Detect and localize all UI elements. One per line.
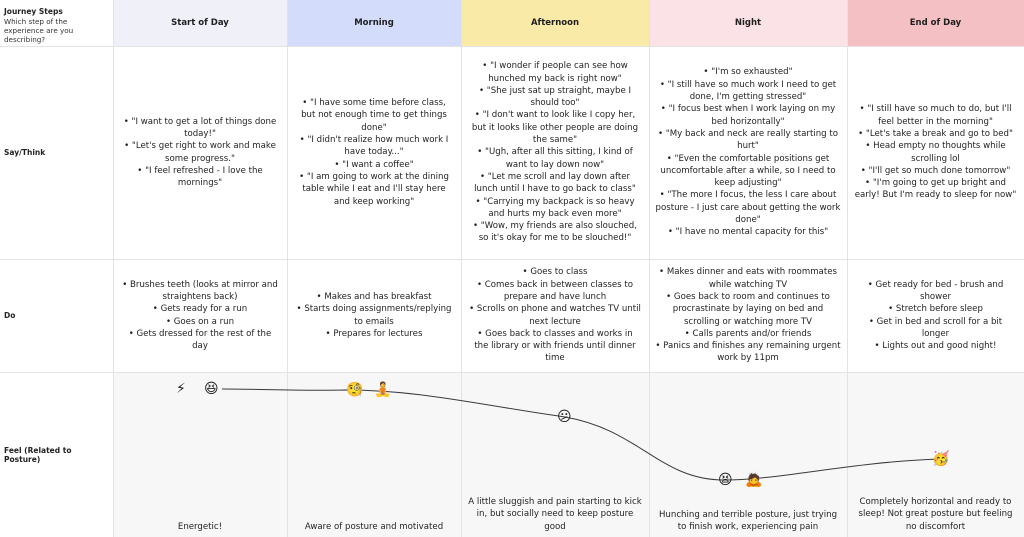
feel-text-afternoon: A little sluggish and pain starting to kick in, but socially need to keep posture good bbox=[468, 497, 642, 532]
do-list bbox=[295, 291, 453, 340]
list-item: • Brushes teeth (looks at mirror and straightens back) bbox=[121, 279, 279, 304]
stage-header-night: Night bbox=[649, 0, 847, 46]
row-header-journey-steps bbox=[0, 0, 113, 46]
stage-header-afternoon: Afternoon bbox=[461, 0, 649, 46]
list-item: • Calls parents and/or friends bbox=[655, 328, 841, 340]
list-item: • "Let's take a break and go to bed" bbox=[853, 128, 1018, 140]
list-item: • Goes to class bbox=[469, 266, 641, 278]
say-think-list bbox=[121, 116, 279, 190]
list-item: • "Carrying my backpack is so heavy and hurts my back even more" bbox=[467, 196, 643, 221]
list-item: • Goes on a run bbox=[121, 316, 279, 328]
list-item: • "I wonder if people can see how hunched my back is right now" bbox=[467, 60, 643, 85]
list-item: • Panics and finishes any remaining urgent work by 11pm bbox=[655, 340, 841, 365]
say-think-cell-night bbox=[649, 46, 847, 259]
do-cell-end-of-day bbox=[847, 259, 1024, 372]
feel-text-end-of-day: Completely horizontal and ready to sleep! Not great posture but feeling no discomfort bbox=[858, 497, 1013, 532]
list-item: • Get in bed and scroll for a bit longer bbox=[855, 316, 1016, 341]
stage-header-start-of-day: Start of Day bbox=[113, 0, 287, 46]
list-item: • "Let's get right to work and make some progress." bbox=[121, 140, 279, 165]
grid-divider bbox=[0, 372, 1024, 373]
list-item: • Head empty no thoughts while scrolling lol bbox=[853, 140, 1018, 165]
list-item: • Scrolls on phone and watches TV until next lecture bbox=[469, 303, 641, 328]
list-item: • "I have some time before class, but not enough time to get things done" bbox=[295, 97, 453, 134]
list-item: • Stretch before sleep bbox=[855, 303, 1016, 315]
list-item: • "I have no mental capacity for this" bbox=[655, 226, 841, 238]
bowing-person-icon: 🙇 bbox=[745, 472, 763, 488]
laughing-face-icon: 😆 bbox=[204, 381, 219, 397]
list-item: • "I am going to work at the dining table while I eat and I'll stay here and keep working" bbox=[295, 171, 453, 208]
list-item: • Lights out and good night! bbox=[855, 340, 1016, 352]
feel-text-start-of-day: Energetic! bbox=[177, 522, 223, 532]
list-item: • Comes back in between classes to prepare and have lunch bbox=[469, 279, 641, 304]
do-list bbox=[855, 279, 1016, 353]
list-item: • "Wow, my friends are also slouched, so it's okay for me to be slouched!" bbox=[467, 220, 643, 245]
do-list bbox=[121, 279, 279, 353]
feel-text-night: Hunching and terrible posture, just trying to finish work, experiencing pain bbox=[658, 510, 838, 533]
do-cell-start-of-day bbox=[113, 259, 287, 372]
meditation-icon: 🧘 bbox=[374, 382, 392, 398]
list-item: • Goes back to room and continues to procrastinate by laying on bed and scrolling or watching more TV bbox=[655, 291, 841, 328]
list-item: • Goes back to classes and works in the library or with friends until dinner time bbox=[469, 328, 641, 365]
do-cell-night bbox=[649, 259, 847, 372]
confused-face-icon: 😕 bbox=[557, 409, 572, 425]
list-item: • "I still have so much work I need to get done, I'm getting stressed" bbox=[655, 79, 841, 104]
row-header-feel: Feel (Related to Posture) bbox=[4, 445, 72, 464]
list-item: • Makes dinner and eats with roommates while watching TV bbox=[655, 266, 841, 291]
say-think-cell-start-of-day bbox=[113, 46, 287, 259]
journey-steps-title: Journey Steps bbox=[4, 7, 63, 16]
feel-text-morning: Aware of posture and motivated bbox=[304, 522, 444, 532]
say-think-cell-end-of-day bbox=[847, 46, 1024, 259]
list-item: • "I'm going to get up bright and early! But I'm ready to sleep for now" bbox=[853, 177, 1018, 202]
list-item: • Makes and has breakfast bbox=[295, 291, 453, 303]
stage-header-end-of-day: End of Day bbox=[847, 0, 1024, 46]
list-item: • "I focus best when I work laying on my bed horizontally" bbox=[655, 103, 841, 128]
list-item: • "Let me scroll and lay down after lunch until I have to go back to class" bbox=[467, 171, 643, 196]
say-think-list bbox=[295, 97, 453, 208]
list-item: • "My back and neck are really starting to hurt" bbox=[655, 128, 841, 153]
list-item: • "Ugh, after all this sitting, I kind of want to lay down now" bbox=[467, 146, 643, 171]
list-item: • Get ready for bed - brush and shower bbox=[855, 279, 1016, 304]
list-item: • "The more I focus, the less I care about posture - I just care about getting the work done" bbox=[655, 189, 841, 226]
stage-header-morning: Morning bbox=[287, 0, 461, 46]
say-think-list bbox=[853, 103, 1018, 201]
tired-face-icon: 😫 bbox=[718, 472, 733, 488]
party-face-icon: 🥳 bbox=[932, 451, 950, 467]
list-item: • Starts doing assignments/replying to emails bbox=[295, 303, 453, 328]
list-item: • "I want a coffee" bbox=[295, 159, 453, 171]
say-think-list bbox=[467, 60, 643, 244]
lightning-icon: ⚡ bbox=[176, 381, 186, 397]
list-item: • Gets dressed for the rest of the day bbox=[121, 328, 279, 353]
list-item: • "I'm so exhausted" bbox=[655, 66, 841, 78]
row-header-say-think: Say/Think bbox=[4, 148, 46, 157]
list-item: • "I feel refreshed - I love the mornings" bbox=[121, 165, 279, 190]
list-item: • "I want to get a lot of things done today!" bbox=[121, 116, 279, 141]
list-item: • "I still have so much to do, but I'll feel better in the morning" bbox=[853, 103, 1018, 128]
row-header-do: Do bbox=[4, 311, 16, 320]
do-cell-morning bbox=[287, 259, 461, 372]
do-list bbox=[655, 266, 841, 364]
journey-steps-subtitle: Which step of the experience are you describing? bbox=[4, 17, 74, 44]
say-think-cell-afternoon bbox=[461, 46, 649, 259]
list-item: • "She just sat up straight, maybe I should too" bbox=[467, 85, 643, 110]
list-item: • "I didn't realize how much work I have today..." bbox=[295, 134, 453, 159]
say-think-list bbox=[655, 66, 841, 238]
do-cell-afternoon bbox=[461, 259, 649, 372]
list-item: • Prepares for lectures bbox=[295, 328, 453, 340]
list-item: • "I don't want to look like I copy her, but it looks like other people are doing the same" bbox=[467, 109, 643, 146]
list-item: • "I'll get so much done tomorrow" bbox=[853, 165, 1018, 177]
monocle-face-icon: 🧐 bbox=[346, 382, 364, 398]
say-think-cell-morning bbox=[287, 46, 461, 259]
do-list bbox=[469, 266, 641, 364]
list-item: • "Even the comfortable positions get uncomfortable after a while, so I need to keep adjusting" bbox=[655, 153, 841, 190]
list-item: • Gets ready for a run bbox=[121, 303, 279, 315]
